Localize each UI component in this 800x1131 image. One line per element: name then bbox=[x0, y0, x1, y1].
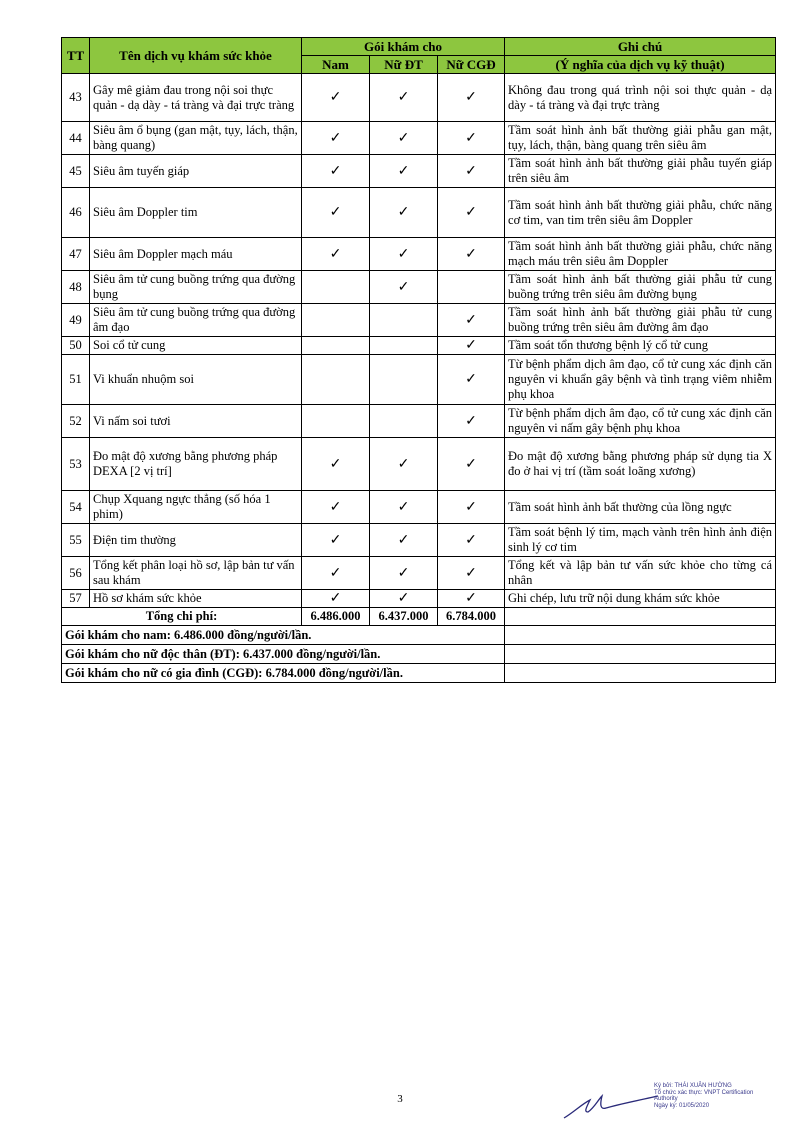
row-note: Tầm soát tổn thương bệnh lý cổ tử cung bbox=[505, 337, 776, 355]
row-check-nam: ✓ bbox=[302, 188, 370, 238]
row-check-nu-dt: ✓ bbox=[370, 590, 438, 608]
row-service-name: Siêu âm tử cung buồng trứng qua đường bụng bbox=[90, 271, 302, 304]
row-check-nu-dt: ✓ bbox=[370, 557, 438, 590]
row-check-nam: ✓ bbox=[302, 155, 370, 188]
row-number: 55 bbox=[62, 524, 90, 557]
package-row bbox=[62, 645, 776, 664]
header-nam: Nam bbox=[302, 56, 370, 74]
total-nu-dt: 6.437.000 bbox=[370, 608, 438, 626]
package-row bbox=[62, 664, 776, 683]
row-service-name: Soi cổ tử cung bbox=[90, 337, 302, 355]
table-row bbox=[62, 491, 776, 524]
row-check-nam: ✓ bbox=[302, 438, 370, 491]
row-note: Ghi chép, lưu trữ nội dung khám sức khỏe bbox=[505, 590, 776, 608]
header-note-sub: (Ý nghĩa của dịch vụ kỹ thuật) bbox=[505, 56, 776, 74]
row-check-nam bbox=[302, 355, 370, 405]
signature-line-2: Tổ chức xác thực: VNPT Certification bbox=[654, 1089, 754, 1096]
table-row bbox=[62, 188, 776, 238]
row-check-nam: ✓ bbox=[302, 122, 370, 155]
total-nu-cgd: 6.784.000 bbox=[438, 608, 505, 626]
total-nam: 6.486.000 bbox=[302, 608, 370, 626]
header-tt: TT bbox=[62, 38, 90, 74]
row-service-name: Vi nấm soi tươi bbox=[90, 405, 302, 438]
row-check-nu-dt: ✓ bbox=[370, 122, 438, 155]
row-check-nu-cgd: ✓ bbox=[438, 238, 505, 271]
row-check-nu-cgd: ✓ bbox=[438, 155, 505, 188]
row-check-nu-dt: ✓ bbox=[370, 238, 438, 271]
row-check-nu-dt: ✓ bbox=[370, 524, 438, 557]
row-check-nu-cgd: ✓ bbox=[438, 405, 505, 438]
table-row bbox=[62, 74, 776, 122]
row-note: Từ bệnh phẩm dịch âm đạo, cổ tử cung xác định căn nguyên vi khuẩn gây bệnh và tình trạng viêm nhiễm phụ khoa bbox=[505, 355, 776, 405]
package-row bbox=[62, 626, 776, 645]
package-note-empty bbox=[505, 664, 776, 683]
table-row bbox=[62, 238, 776, 271]
row-check-nu-cgd: ✓ bbox=[438, 524, 505, 557]
table-row bbox=[62, 438, 776, 491]
total-row bbox=[62, 608, 776, 626]
header-nu-cgd: Nữ CGĐ bbox=[438, 56, 505, 74]
row-service-name: Siêu âm ổ bụng (gan mật, tụy, lách, thận, bàng quang) bbox=[90, 122, 302, 155]
row-service-name: Chụp Xquang ngực thẳng (số hóa 1 phim) bbox=[90, 491, 302, 524]
row-note: Tầm soát hình ảnh bất thường giải phẫu, chức năng cơ tim, van tim trên siêu âm Doppler bbox=[505, 188, 776, 238]
table-row bbox=[62, 524, 776, 557]
header-package-group: Gói khám cho bbox=[302, 38, 505, 56]
row-number: 51 bbox=[62, 355, 90, 405]
row-note: Tầm soát hình ảnh bất thường giải phẫu tử cung buồng trứng trên siêu âm đường âm đạo bbox=[505, 304, 776, 337]
row-number: 45 bbox=[62, 155, 90, 188]
row-check-nu-dt: ✓ bbox=[370, 188, 438, 238]
row-check-nu-dt bbox=[370, 304, 438, 337]
package-nu-cgd: Gói khám cho nữ có gia đình (CGĐ): 6.784.000 đồng/người/lần. bbox=[62, 664, 505, 683]
row-note: Đo mật độ xương bằng phương pháp sử dụng tia X đo ở hai vị trí (tầm soát loãng xương) bbox=[505, 438, 776, 491]
row-check-nu-cgd: ✓ bbox=[438, 74, 505, 122]
table-row bbox=[62, 155, 776, 188]
table-row bbox=[62, 337, 776, 355]
row-check-nu-cgd: ✓ bbox=[438, 557, 505, 590]
row-check-nu-cgd: ✓ bbox=[438, 188, 505, 238]
row-number: 57 bbox=[62, 590, 90, 608]
row-check-nam bbox=[302, 271, 370, 304]
row-service-name: Siêu âm Doppler mạch máu bbox=[90, 238, 302, 271]
row-number: 47 bbox=[62, 238, 90, 271]
table-row bbox=[62, 355, 776, 405]
package-nam: Gói khám cho nam: 6.486.000 đồng/người/lần. bbox=[62, 626, 505, 645]
services-table bbox=[61, 37, 776, 683]
row-service-name: Siêu âm tuyến giáp bbox=[90, 155, 302, 188]
table-footer bbox=[62, 608, 776, 683]
header-note: Ghi chú bbox=[505, 38, 776, 56]
row-check-nu-dt: ✓ bbox=[370, 438, 438, 491]
row-service-name: Vi khuẩn nhuộm soi bbox=[90, 355, 302, 405]
package-note-empty bbox=[505, 626, 776, 645]
row-number: 54 bbox=[62, 491, 90, 524]
row-check-nam: ✓ bbox=[302, 524, 370, 557]
table-body bbox=[62, 74, 776, 608]
row-note: Tầm soát hình ảnh bất thường giải phẫu tuyến giáp trên siêu âm bbox=[505, 155, 776, 188]
digital-signature-stamp bbox=[654, 1083, 753, 1109]
row-check-nu-cgd: ✓ bbox=[438, 337, 505, 355]
row-check-nu-cgd: ✓ bbox=[438, 355, 505, 405]
row-check-nu-cgd: ✓ bbox=[438, 590, 505, 608]
table-row bbox=[62, 304, 776, 337]
signature-line-4: Ngày ký: 01/05/2020 bbox=[654, 1102, 710, 1109]
row-note: Từ bệnh phẩm dịch âm đạo, cổ tử cung xác định căn nguyên vi nấm gây bệnh phụ khoa bbox=[505, 405, 776, 438]
row-check-nu-dt bbox=[370, 405, 438, 438]
table-row bbox=[62, 405, 776, 438]
row-check-nam bbox=[302, 405, 370, 438]
row-number: 50 bbox=[62, 337, 90, 355]
row-number: 52 bbox=[62, 405, 90, 438]
row-check-nu-dt bbox=[370, 337, 438, 355]
row-note: Tầm soát hình ảnh bất thường giải phẫu tử cung buồng trứng trên siêu âm đường bụng bbox=[505, 271, 776, 304]
row-number: 48 bbox=[62, 271, 90, 304]
signature-line-3: Authority bbox=[654, 1096, 678, 1102]
row-service-name: Gây mê giảm đau trong nội soi thực quản - dạ dày - tá tràng và đại trực tràng bbox=[90, 74, 302, 122]
row-number: 49 bbox=[62, 304, 90, 337]
row-note: Tầm soát hình ảnh bất thường giải phẫu gan mật, tụy, lách, thận, bàng quang trên siêu âm bbox=[505, 122, 776, 155]
row-check-nu-dt: ✓ bbox=[370, 74, 438, 122]
row-check-nam: ✓ bbox=[302, 557, 370, 590]
row-service-name: Siêu âm Doppler tim bbox=[90, 188, 302, 238]
row-check-nam: ✓ bbox=[302, 590, 370, 608]
row-check-nu-dt: ✓ bbox=[370, 491, 438, 524]
row-check-nu-cgd: ✓ bbox=[438, 304, 505, 337]
row-number: 46 bbox=[62, 188, 90, 238]
row-service-name: Hồ sơ khám sức khỏe bbox=[90, 590, 302, 608]
row-check-nam bbox=[302, 304, 370, 337]
row-check-nam bbox=[302, 337, 370, 355]
row-check-nu-cgd: ✓ bbox=[438, 491, 505, 524]
table-row bbox=[62, 271, 776, 304]
row-check-nu-dt bbox=[370, 355, 438, 405]
total-label: Tổng chi phí: bbox=[62, 608, 302, 626]
row-check-nam: ✓ bbox=[302, 74, 370, 122]
row-check-nu-dt: ✓ bbox=[370, 271, 438, 304]
row-check-nu-cgd: ✓ bbox=[438, 438, 505, 491]
signature-line-1: Ký bởi: THÁI XUÂN HƯỜNG bbox=[654, 1083, 732, 1089]
row-check-nu-cgd bbox=[438, 271, 505, 304]
row-service-name: Tổng kết phân loại hồ sơ, lập bản tư vấn sau khám bbox=[90, 557, 302, 590]
header-nu-dt: Nữ ĐT bbox=[370, 56, 438, 74]
row-number: 44 bbox=[62, 122, 90, 155]
row-service-name: Điện tim thường bbox=[90, 524, 302, 557]
row-check-nam: ✓ bbox=[302, 491, 370, 524]
table-row bbox=[62, 590, 776, 608]
package-nu-dt: Gói khám cho nữ độc thân (ĐT): 6.437.000 đồng/người/lần. bbox=[62, 645, 505, 664]
row-service-name: Siêu âm tử cung buồng trứng qua đường âm đạo bbox=[90, 304, 302, 337]
row-number: 56 bbox=[62, 557, 90, 590]
row-note: Không đau trong quá trình nội soi thực quản - dạ dày - tá tràng và đại trực tràng bbox=[505, 74, 776, 122]
package-note-empty bbox=[505, 645, 776, 664]
row-note: Tầm soát bệnh lý tim, mạch vành trên hình ảnh điện sinh lý cơ tim bbox=[505, 524, 776, 557]
row-note: Tổng kết và lập bản tư vấn sức khỏe cho từng cá nhân bbox=[505, 557, 776, 590]
header-service: Tên dịch vụ khám sức khỏe bbox=[90, 38, 302, 74]
row-number: 43 bbox=[62, 74, 90, 122]
row-check-nam: ✓ bbox=[302, 238, 370, 271]
table-row bbox=[62, 557, 776, 590]
row-note: Tầm soát hình ảnh bất thường giải phẫu, chức năng mạch máu trên siêu âm Doppler bbox=[505, 238, 776, 271]
row-number: 53 bbox=[62, 438, 90, 491]
row-check-nu-dt: ✓ bbox=[370, 155, 438, 188]
total-note-empty bbox=[505, 608, 776, 626]
row-note: Tầm soát hình ảnh bất thường của lồng ngực bbox=[505, 491, 776, 524]
page-number: 3 bbox=[397, 1093, 403, 1105]
row-check-nu-cgd: ✓ bbox=[438, 122, 505, 155]
row-service-name: Đo mật độ xương bằng phương pháp DEXA [2 vị trí] bbox=[90, 438, 302, 491]
table-row bbox=[62, 122, 776, 155]
